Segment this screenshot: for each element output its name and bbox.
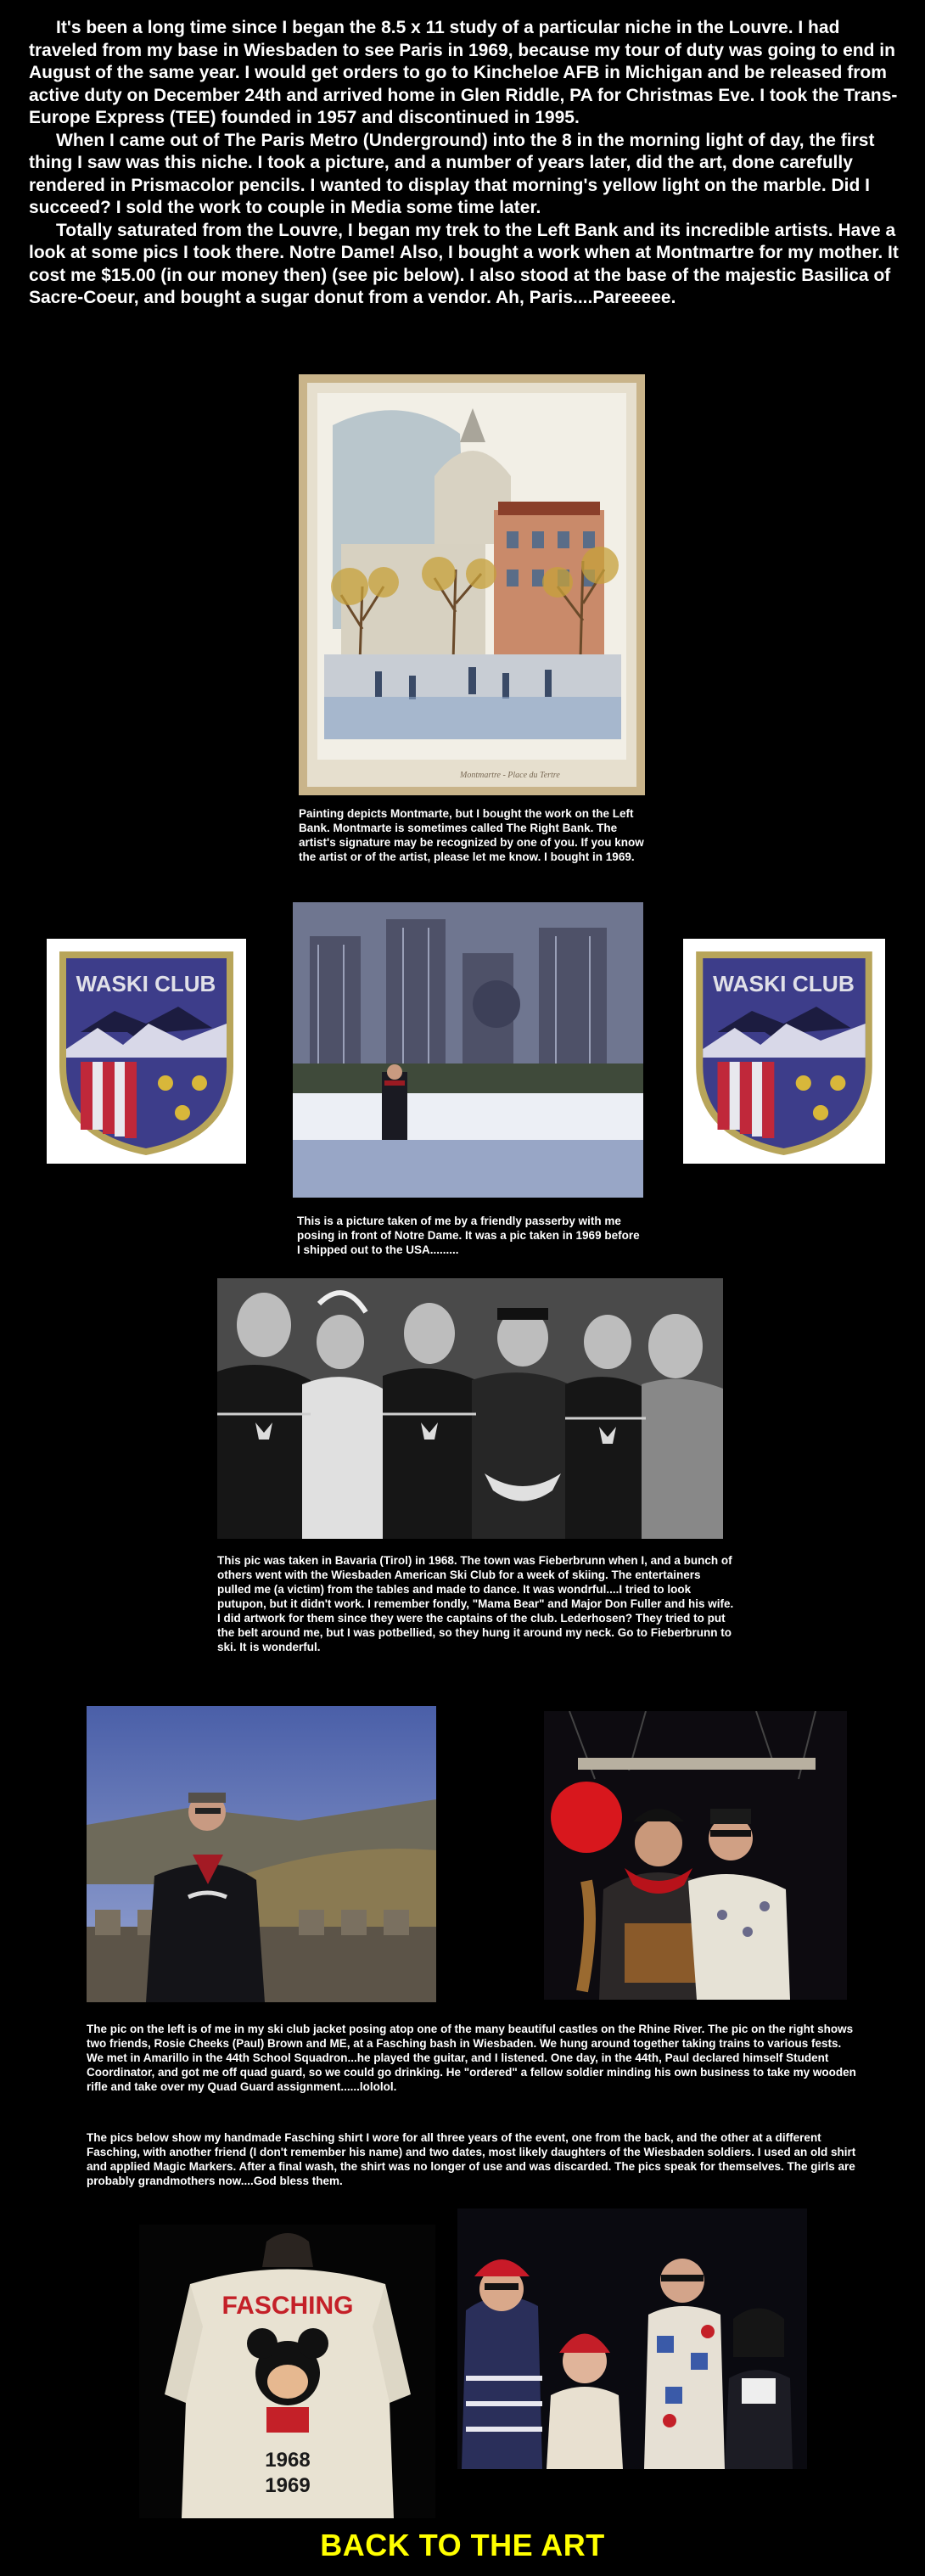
shirt-title: FASCHING bbox=[221, 2292, 354, 2320]
back-to-the-art-link[interactable]: BACK TO THE ART bbox=[320, 2528, 605, 2562]
bavaria-caption: This pic was taken in Bavaria (Tirol) in 1968. The town was Fieberbrunn when I, and a bunch of others went with the Wiesbaden American Ski Club for a week of skiing. The entertainers pulled me (a victim) from the tables and made to dance. It was wondrful....I tried to look putupon, but it didn't work. I remember fondly, "Mama Bear" and Major Don Fuller and his wife. I did artwork for them since they were the captains of the club. Lederhosen? They tried to put the belt around me, but I was potbellied, so they hung it around my neck. Go to Fieberbrunn to ski. It is wonderful. bbox=[217, 1554, 734, 1653]
notre-dame-photo bbox=[293, 902, 643, 1198]
fasching-shirt-caption: The pics below show my handmade Fasching shirt I wore for all three years of the event, one from the back, and the other at a different Fasching, with another friend (I don't remember his name) and two dates, most likely daughters of the Wiesbaden soldiers. I used an old shirt and applied Magic Markers. After a final wash, the shirt was no longer of use and was discarded. The pics speak for themselves. The girls are probably grandmothers now....God bless them. bbox=[87, 2131, 856, 2187]
intro-text bbox=[29, 17, 900, 310]
montmartre-painting-photo bbox=[299, 374, 645, 795]
fasching-bash-photo bbox=[544, 1711, 847, 2000]
painting-caption: Painting depicts Montmarte, but I bought the work on the Left Bank. Montmarte is sometimes called The Right Bank. The artist's signature may be recognized by one of you. If you know the artist or of the artist, please let me know. I bought in 1969. bbox=[299, 807, 644, 863]
intro-paragraph-3: Totally saturated from the Louvre, I began my trek to the Left Bank and its incredible artists. Have a look at some pics I took there. Notre Dame! Also, I bought a work when at Montmartre for my mother. It cost me $15.00 (in our money then) (see pic below). I also stood at the base of the majestic Basilica of Sacre-Coeur, and bought a sugar donut from a vendor. Ah, Paris....Pareeeee. bbox=[29, 220, 899, 307]
rhine-castle-photo bbox=[87, 1706, 436, 2002]
fasching-friends-photo bbox=[457, 2208, 807, 2469]
painting-signature: Montmartre - Place du Tertre bbox=[460, 771, 560, 780]
bavaria-ski-club-photo bbox=[217, 1278, 723, 1539]
rhine-fasching-caption: The pic on the left is of me in my ski club jacket posing atop one of the many beautiful castles on the Rhine River. The pic on the right shows two friends, Rosie Cheeks (Paul) Brown and ME, at a Fasching bash in Wiesbaden. We hung around together taking trains to various fests. We met in Amarillo in the 44th School Squadron...he played the guitar, and I listened. One day, in the 44th, Paul declared himself Student Coordinator, and got me off quad guard, so we could go drinking. He "ordered" a fellow soldier minding his own business to take my wooden rifle and take over my Quad Guard assignment......lololol. bbox=[87, 2023, 856, 2093]
waski-club-patch-left bbox=[47, 939, 246, 1164]
fasching-shirt-back-photo bbox=[139, 2225, 435, 2518]
intro-paragraph-2: When I came out of The Paris Metro (Underground) into the 8 in the morning light of day, the first thing I saw was this niche. I took a picture, and a number of years later, did the art, done carefully rendered in Prismacolor pencils. I wanted to display that morning's yellow light on the marble. Did I succeed? I sold the work to couple in Media some time later. bbox=[29, 130, 875, 217]
patch-text: WASKI CLUB bbox=[76, 971, 216, 996]
shirt-year-1968: 1968 bbox=[265, 2449, 311, 2472]
intro-paragraph-1: It's been a long time since I began the 8.5 x 11 study of a particular niche in the Louvre. I had traveled from my base in Wiesbaden to see Paris in 1969, because my tour of duty was going to end in August of the same year. I would get orders to go to Kincheloe AFB in Michigan and be released from active duty on December 24th and arrived home in Glen Riddle, PA for Christmas Eve. I took the Trans-Europe Express (TEE) founded in 1957 and discontinued in 1995. bbox=[29, 18, 898, 127]
notre-dame-caption: This is a picture taken of me by a friendly passerby with me posing in front of Notre Dame. It was a pic taken in 1969 before I shipped out to the USA......... bbox=[297, 1215, 640, 1256]
patch-text: WASKI CLUB bbox=[713, 971, 855, 996]
shirt-year-1969: 1969 bbox=[265, 2474, 311, 2497]
waski-club-patch-right bbox=[683, 939, 885, 1164]
